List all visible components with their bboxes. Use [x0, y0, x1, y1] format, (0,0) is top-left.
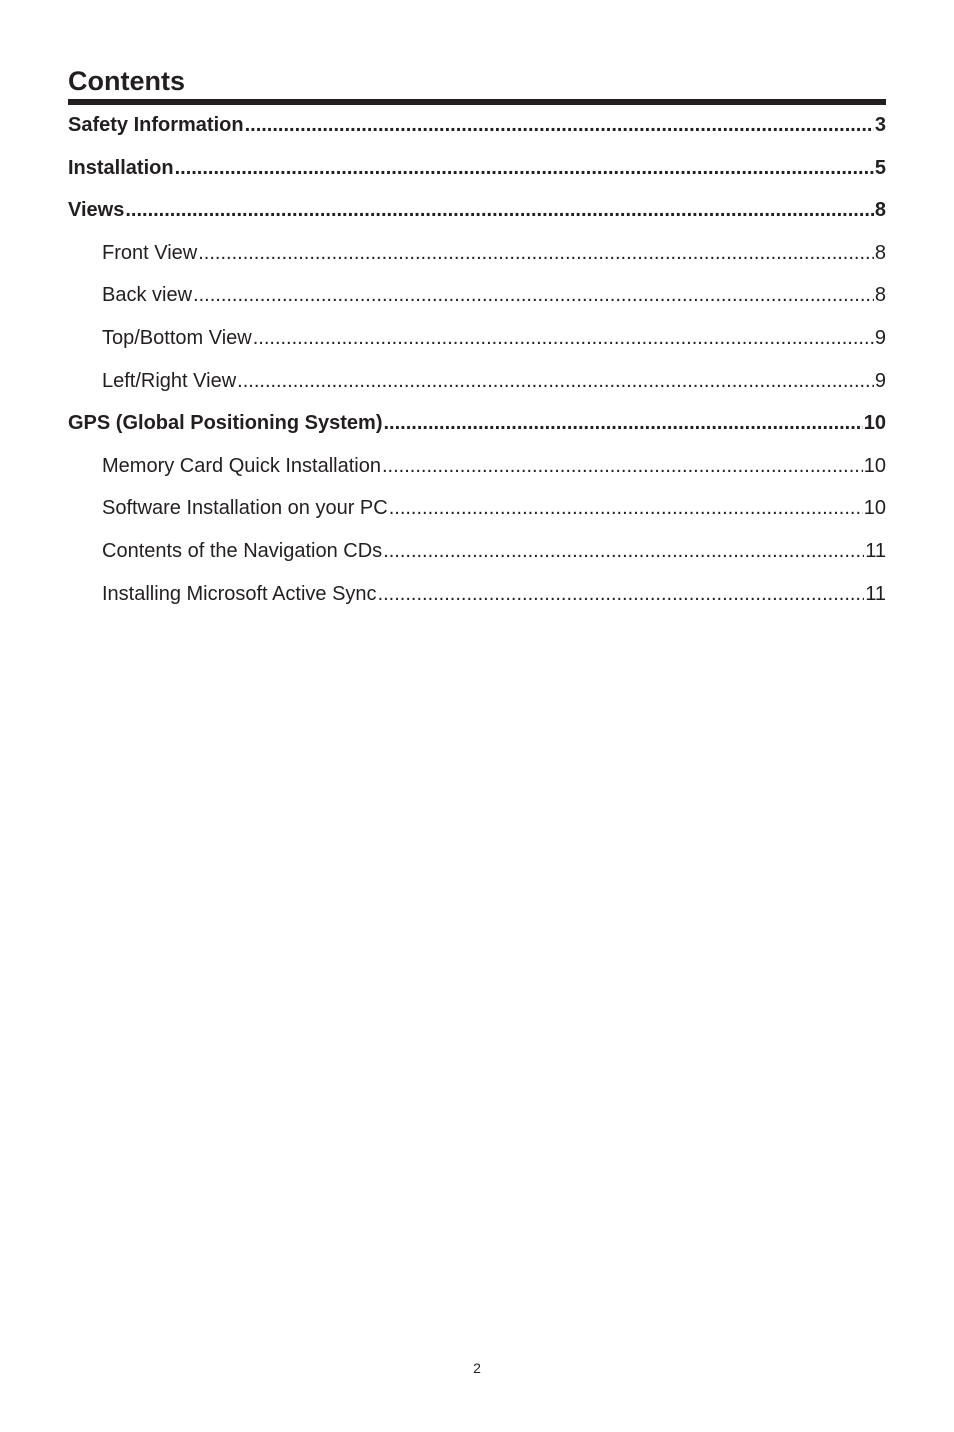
toc-entry[interactable]	[68, 189, 886, 232]
toc-entry-label: Top/Bottom View	[102, 326, 252, 349]
toc-entry-label: Back view	[102, 284, 193, 307]
toc-entry-page: 10	[863, 454, 886, 477]
toc-dot-leader	[237, 360, 874, 403]
toc-dot-leader	[198, 232, 874, 275]
toc-entry-label: Views	[68, 199, 125, 222]
toc-dot-leader	[125, 189, 874, 232]
toc-entry[interactable]	[68, 104, 886, 147]
toc-entry-label: GPS (Global Positioning System)	[68, 412, 383, 435]
toc-entry-page: 3	[874, 114, 886, 136]
toc-subentry[interactable]	[68, 487, 886, 530]
toc-dot-leader	[253, 317, 874, 360]
toc-subentry[interactable]	[68, 360, 886, 403]
toc-entry-page: 9	[874, 326, 886, 349]
toc-entry-label: Installing Microsoft Active Sync	[102, 582, 377, 605]
toc-subentry[interactable]	[68, 573, 886, 616]
toc-entry-page: 8	[874, 241, 886, 264]
toc-dot-leader	[378, 573, 865, 616]
toc-entry-label: Memory Card Quick Installation	[102, 454, 381, 477]
toc-entry-page: 10	[863, 497, 886, 520]
toc-dot-leader	[383, 530, 864, 573]
toc-list	[68, 104, 886, 615]
toc-entry-label: Software Installation on your PC	[102, 497, 388, 520]
toc-dot-leader	[175, 147, 874, 190]
toc-entry-label: Contents of the Navigation CDs	[102, 539, 383, 562]
toc-entry-page: 9	[874, 369, 886, 392]
toc-subentry[interactable]	[68, 274, 886, 317]
page-number: 2	[473, 1360, 481, 1376]
toc-entry[interactable]	[68, 147, 886, 190]
toc-subentry[interactable]	[68, 317, 886, 360]
toc-entry-label: Front View	[102, 241, 198, 264]
toc-entry-page: 11	[865, 539, 886, 562]
toc-dot-leader	[245, 104, 874, 147]
toc-dot-leader	[389, 487, 863, 530]
toc-entry-label: Installation	[68, 156, 174, 179]
toc-subentry[interactable]	[68, 232, 886, 275]
toc-subentry[interactable]	[68, 530, 886, 573]
toc-entry-page: 8	[874, 284, 886, 307]
toc-dot-leader	[383, 402, 862, 445]
toc-entry-page: 10	[863, 412, 886, 435]
toc-entry-label: Safety Information	[68, 114, 244, 136]
toc-subentry[interactable]	[68, 445, 886, 488]
toc-entry-label: Left/Right View	[102, 369, 237, 392]
toc-entry-page: 5	[874, 156, 886, 179]
toc-entry-page: 8	[874, 199, 886, 222]
page-title: Contents	[68, 66, 185, 96]
toc-entry[interactable]	[68, 402, 886, 445]
toc-dot-leader	[193, 274, 874, 317]
toc-dot-leader	[382, 445, 863, 488]
toc-entry-page: 11	[865, 582, 886, 605]
